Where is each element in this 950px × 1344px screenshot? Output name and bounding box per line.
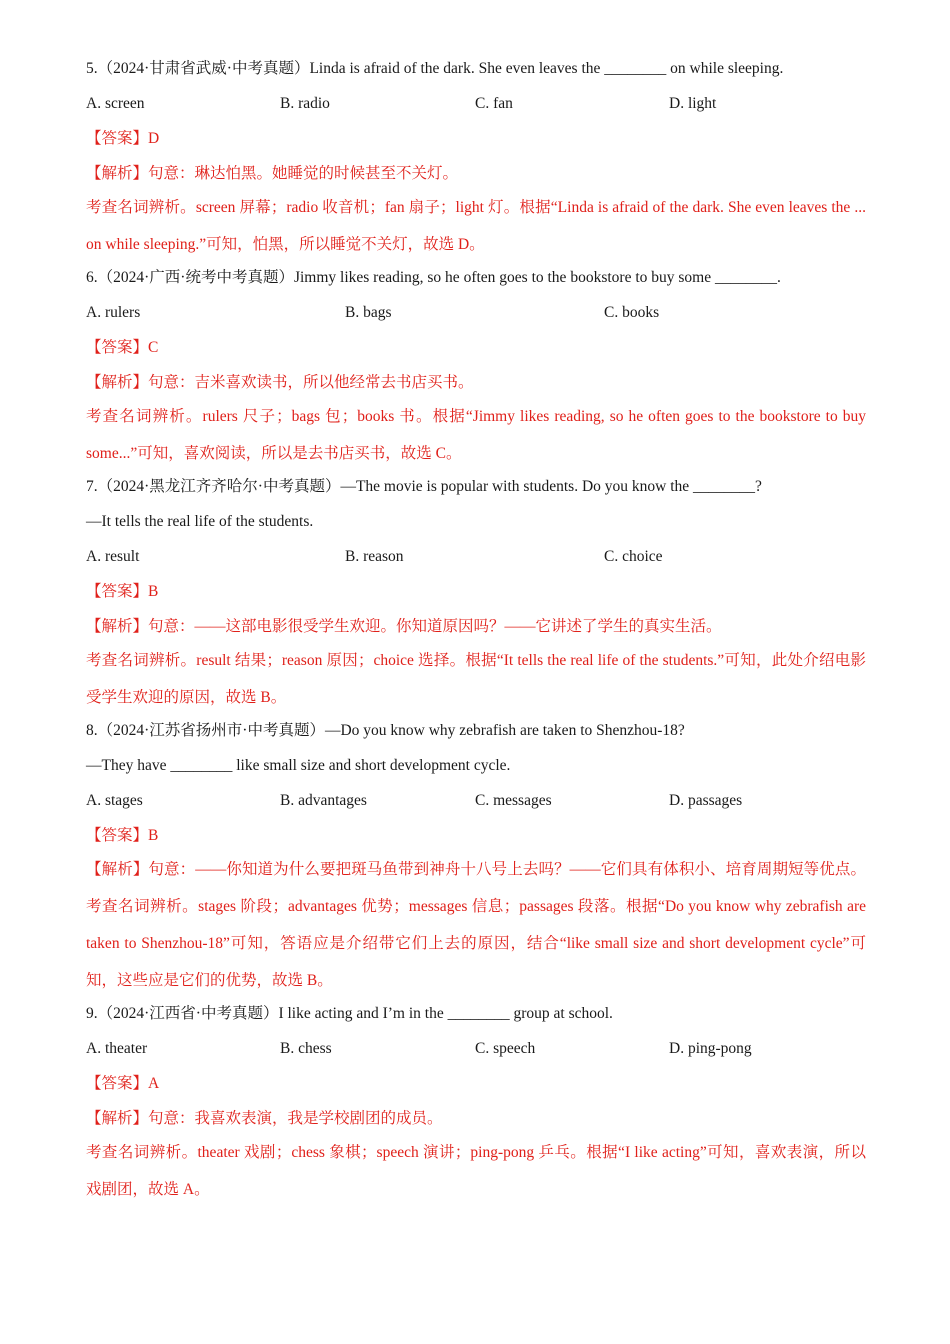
answer-label: 【答案】A — [86, 1075, 160, 1092]
answer-label: 【答案】B — [86, 583, 159, 600]
question-7 — [86, 476, 866, 716]
option-d: D. passages — [669, 792, 743, 809]
option-a: A. rulers — [86, 304, 141, 321]
option-a: A. result — [86, 548, 140, 565]
option-a: A. screen — [86, 95, 145, 112]
explanation — [86, 372, 866, 394]
option-list — [86, 302, 866, 324]
option-c: C. speech — [475, 1040, 536, 1057]
explanation-analysis: 考查名词辨析。theater 戏剧；chess 象棋；speech 演讲；ping-pong 乒乓。根据“I like acting”可知，喜欢表演，所以 戏剧团，故选 A。 — [86, 1144, 866, 1198]
answer-label: 【答案】C — [86, 339, 159, 356]
explanation-analysis: 考查名词辨析。rulers 尺子；bags 包；books 书。根据“Jimmy likes reading, so he often goes to the bookstore to buy some...”可知，喜欢阅读，所以是去书店买书，故选 C。 — [86, 408, 866, 462]
question-9 — [86, 1003, 866, 1208]
option-b: B. radio — [280, 95, 330, 112]
option-d: D. light — [669, 95, 717, 112]
document-page — [86, 58, 866, 1208]
explanation — [86, 1108, 866, 1130]
option-list — [86, 93, 866, 115]
explanation-meaning: 【解析】句意：我喜欢表演，我是学校剧团的成员。 — [86, 1110, 443, 1127]
explanation — [86, 616, 866, 638]
question-stem: 6.（2024·广西·统考中考真题）Jimmy likes reading, so he often goes to the bookstore to buy some ________. — [86, 269, 781, 286]
question-stem: 5.（2024·甘肃省武威·中考真题）Linda is afraid of the dark. She even leaves the ________ on while sleeping. — [86, 60, 784, 77]
explanation — [86, 163, 866, 185]
option-list — [86, 790, 866, 812]
question-stem: 7.（2024·黑龙江齐齐哈尔·中考真题）—The movie is popular with students. Do you know the ________? — [86, 478, 762, 495]
option-c: C. choice — [604, 548, 663, 565]
option-c: C. messages — [475, 792, 552, 809]
explanation-meaning: 【解析】句意：——你知道为什么要把斑马鱼带到神舟十八号上去吗？——它们具有体积小、培育周期短等优点。考查名词辨析。stages 阶段；advantages 优势；messages 信息；passages 段落。根据“Do you know why zebrafish are taken to Shenzhou-18”可知，答语应是介绍带它们上去的原因，结合“like small size and short development cycle”可知，这些应是它们的优势，故选 B。 — [86, 861, 866, 989]
option-list — [86, 546, 866, 568]
option-a: A. stages — [86, 792, 143, 809]
question-stem: 9.（2024·江西省·中考真题）I like acting and I’m in the ________ group at school. — [86, 1005, 613, 1022]
option-a: A. theater — [86, 1040, 148, 1057]
explanation-meaning: 【解析】句意：吉米喜欢读书，所以他经常去书店买书。 — [86, 374, 474, 391]
question-5 — [86, 58, 866, 263]
question-response: —It tells the real life of the students. — [86, 513, 314, 530]
option-d: D. ping-pong — [669, 1040, 752, 1057]
explanation-analysis: 考查名词辨析。result 结果；reason 原因；choice 选择。根据“It tells the real life of the students.”可知，此处介绍电影受学生欢迎的原因，故选 B。 — [86, 652, 866, 706]
option-c: C. fan — [475, 95, 513, 112]
explanation — [86, 851, 866, 999]
answer-label: 【答案】D — [86, 130, 160, 147]
option-b: B. reason — [345, 548, 404, 565]
explanation-meaning: 【解析】句意：琳达怕黑。她睡觉的时候甚至不关灯。 — [86, 165, 459, 182]
question-6 — [86, 267, 866, 472]
option-b: B. bags — [345, 304, 392, 321]
question-8 — [86, 720, 866, 999]
answer-label: 【答案】B — [86, 827, 159, 844]
question-response: —They have ________ like small size and short development cycle. — [86, 757, 511, 774]
explanation-analysis: 考查名词辨析。screen 屏幕；radio 收音机；fan 扇子；light 灯。根据“Linda is afraid of the dark. She even leaves the ... on while sleeping.”可知，怕黑，所以睡觉不关灯，故选 D。 — [86, 199, 866, 253]
option-list — [86, 1038, 866, 1060]
option-b: B. chess — [280, 1040, 332, 1057]
explanation-meaning: 【解析】句意：——这部电影很受学生欢迎。你知道原因吗？——它讲述了学生的真实生活。 — [86, 618, 722, 635]
option-b: B. advantages — [280, 792, 367, 809]
question-stem: 8.（2024·江苏省扬州市·中考真题）—Do you know why zebrafish are taken to Shenzhou-18? — [86, 722, 685, 739]
option-c: C. books — [604, 304, 660, 321]
